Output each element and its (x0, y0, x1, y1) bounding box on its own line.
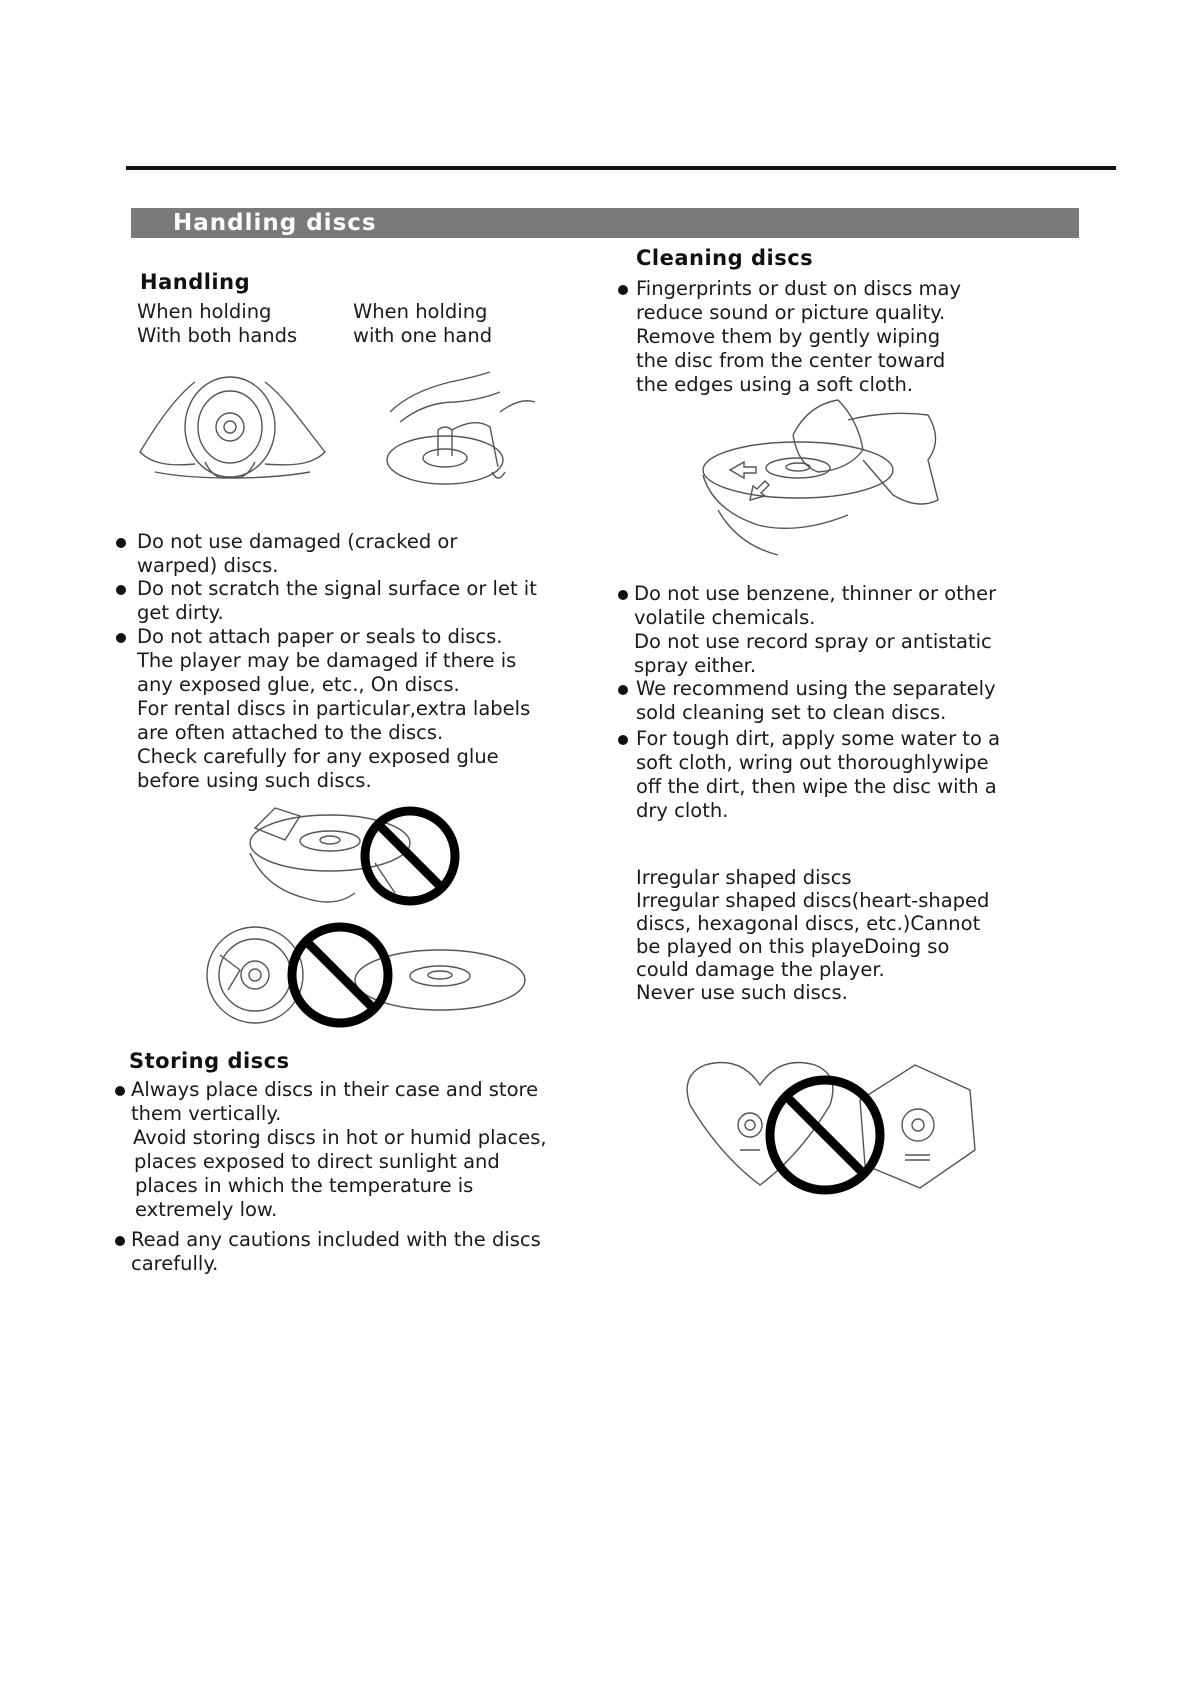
cleaning-illustration (698, 400, 948, 560)
handling-bullet-2 (137, 577, 537, 625)
bullet-line: get dirty. (137, 601, 224, 624)
bullet-line: For rental discs in particular,extra labels (137, 697, 531, 720)
bullet-line: off the dirt, then wipe the disc with a (636, 775, 997, 798)
handling-bullet-1 (137, 530, 457, 578)
bullet-line: the disc from the center toward (636, 349, 946, 372)
bullet-line: Fingerprints or dust on discs may (636, 277, 962, 300)
bullet-line: before using such discs. (137, 769, 372, 792)
text-line: Irregular shaped discs (636, 866, 852, 889)
bullet-line: any exposed glue, etc., On discs. (137, 673, 460, 696)
prohibited-icon (365, 811, 455, 901)
both-hands-caption (137, 300, 297, 348)
bullet-dot (115, 1236, 125, 1246)
bullet-line: Always place discs in their case and store (131, 1078, 539, 1101)
cleaning-bullet-1 (634, 582, 996, 678)
bullet-line: Avoid storing discs in hot or humid places, (133, 1126, 547, 1149)
handling-heading: Handling (140, 270, 251, 294)
bullet-dot (618, 285, 628, 295)
cleaning-bullet-3 (636, 727, 1000, 823)
bullet-dot (116, 585, 126, 595)
prohibited-icon (292, 927, 388, 1023)
bullet-line: For tough dirt, apply some water to a (636, 727, 1001, 750)
caption-line: When holding (353, 300, 488, 323)
text-line: discs, hexagonal discs, etc.)Cannot (636, 912, 981, 935)
bullet-dot (116, 538, 126, 548)
bullet-dot (115, 1086, 125, 1096)
caption-line: with one hand (353, 324, 493, 347)
top-rule (126, 166, 1116, 170)
both-hands-illustration (135, 372, 330, 488)
bullet-line: reduce sound or picture quality. (636, 301, 946, 324)
bullet-line: them vertically. (131, 1102, 282, 1125)
bullet-line: sold cleaning set to clean discs. (636, 701, 947, 724)
section-banner (131, 208, 1079, 238)
caption-line: With both hands (137, 324, 298, 347)
bullet-line: warped) discs. (137, 554, 279, 577)
cleaning-bullet-2 (636, 677, 996, 725)
text-line: could damage the player. (636, 958, 885, 981)
caption-line: When holding (137, 300, 272, 323)
text-line: Irregular shaped discs(heart-shaped (636, 889, 990, 912)
one-hand-caption (353, 300, 492, 348)
bullet-line: Do not use record spray or antistatic (634, 630, 992, 653)
damaged-disc-prohibited-illustration (200, 920, 530, 1030)
bullet-line: spray either. (634, 654, 757, 677)
label-disc-prohibited-illustration (245, 798, 470, 918)
bullet-line: Do not use damaged (cracked or (137, 530, 458, 553)
bullet-line: dry cloth. (636, 799, 729, 822)
bullet-line: extremely low. (135, 1198, 278, 1221)
cleaning-heading: Cleaning discs (636, 246, 814, 270)
text-line: be played on this playeDoing so (636, 935, 950, 958)
irregular-discs-text (636, 866, 989, 1004)
irregular-discs-prohibited-illustration (680, 1060, 980, 1195)
bullet-line: are often attached to the discs. (137, 721, 444, 744)
bullet-dot (116, 633, 126, 643)
storing-heading: Storing discs (129, 1049, 290, 1073)
bullet-line: Check carefully for any exposed glue (137, 745, 499, 768)
bullet-line: volatile chemicals. (634, 606, 816, 629)
storing-bullet-1 (131, 1078, 547, 1222)
prohibited-icon (770, 1080, 880, 1190)
bullet-dot (618, 685, 628, 695)
bullet-line: places in which the temperature is (135, 1174, 474, 1197)
bullet-line: Read any cautions included with the discs (131, 1228, 541, 1251)
one-hand-illustration (380, 372, 540, 492)
bullet-line: places exposed to direct sunlight and (134, 1150, 500, 1173)
bullet-dot (618, 590, 628, 600)
bullet-line: We recommend using the separately (636, 677, 996, 700)
bullet-line: Do not attach paper or seals to discs. (137, 625, 503, 648)
bullet-line: Do not scratch the signal surface or let it (137, 577, 537, 600)
bullet-line: the edges using a soft cloth. (636, 373, 914, 396)
bullet-line: Do not use benzene, thinner or other (634, 582, 997, 605)
bullet-dot (618, 735, 628, 745)
text-line: Never use such discs. (636, 981, 848, 1004)
bullet-line: carefully. (131, 1252, 219, 1275)
bullet-line: Remove them by gently wiping (636, 325, 941, 348)
storing-bullet-2 (131, 1228, 541, 1276)
handling-bullet-3 (137, 625, 530, 793)
bullet-line: soft cloth, wring out thoroughlywipe (636, 751, 989, 774)
section-title: Handling discs (173, 210, 377, 236)
cleaning-intro (636, 277, 961, 397)
bullet-line: The player may be damaged if there is (137, 649, 517, 672)
